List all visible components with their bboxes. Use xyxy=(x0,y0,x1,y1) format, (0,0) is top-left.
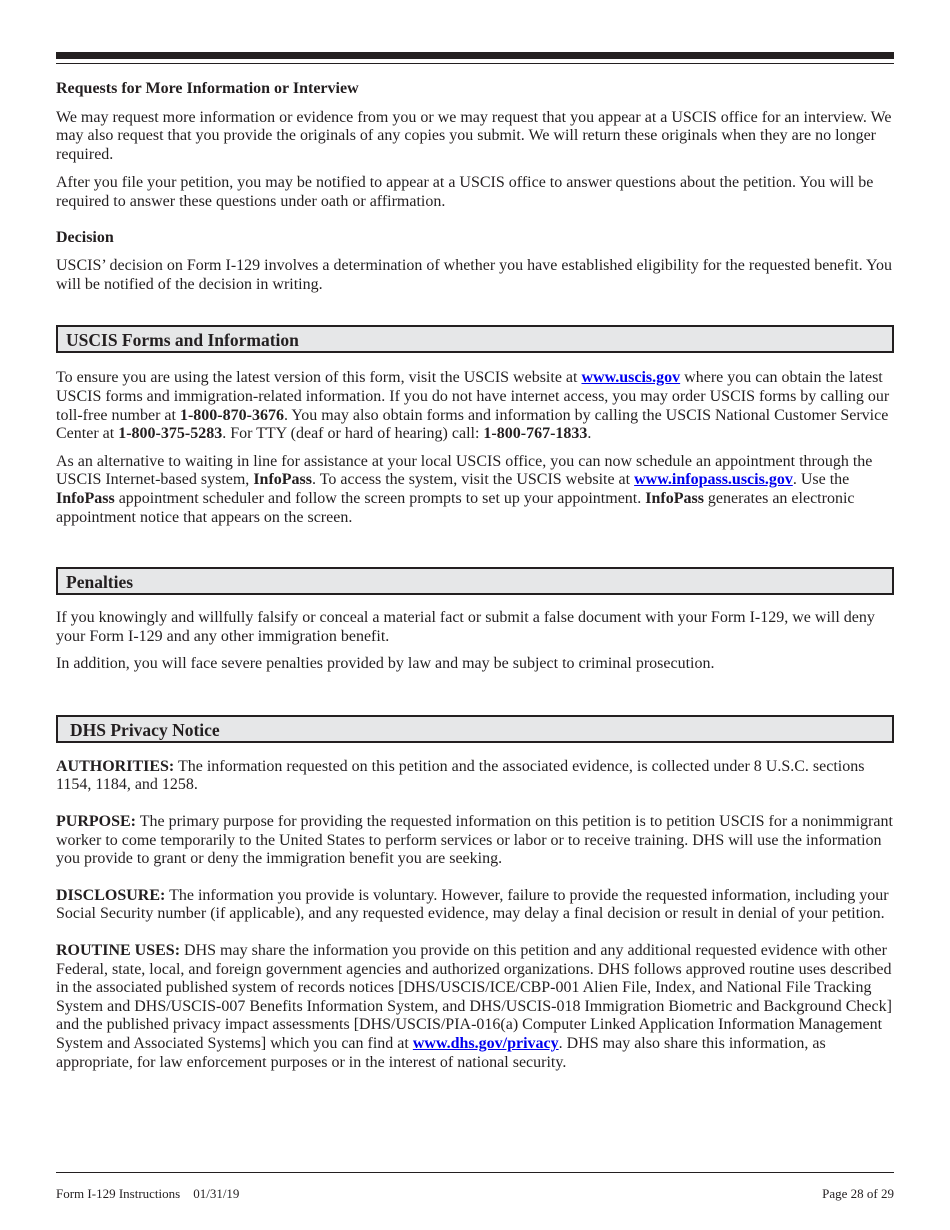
toll-free-number: 1-800-870-3676 xyxy=(179,406,284,424)
privacy-routine-uses: ROUTINE USES: DHS may share the information you provide on this petition and any additional requested evidence with other Federal, state, local, and foreign government agencies and authorized organizations. DHS follows approved routine uses described in the associated published system of records notices [DHS/USCIS/ICE/CBP-001 Alien File, Index, and National File Tracking System and DHS/USCIS-007 Benefits Information System, and DHS/USCIS-018 Immigration Biometric and Background Check] and the published privacy impact assessments [DHS/USCIS/PIA-016(a) Computer Linked Application Information Management System and Associated Systems] which you can find at www.dhs.gov/privacy. DHS may also share this information, as appropriate, for law enforcement purposes or in the interest of national security. xyxy=(56,942,892,1071)
penalties-section-title: Penalties xyxy=(66,572,134,593)
dhs-privacy-link[interactable]: www.dhs.gov/privacy xyxy=(412,1035,559,1052)
tty-number: 1-800-767-1833 xyxy=(483,425,588,443)
penalties-paragraph-2: In addition, you will face severe penalties provided by law and may be subject to criminal prosecution. xyxy=(56,655,715,673)
forms-paragraph-2: As an alternative to waiting in line for assistance at your local USCIS office, you can now schedule an appointment through the USCIS Internet-based system, InfoPass. To access the system, visit the USCIS website at www.infopass.uscis.gov. Use the InfoPass appointment scheduler and follow the screen prompts to set up your appointment. InfoPass generates an electronic appointment notice that appears on the screen. xyxy=(56,452,873,526)
footer-form-id: Form I-129 Instructions 01/31/19 xyxy=(56,1186,240,1201)
header-rule-thin xyxy=(56,63,894,64)
content xyxy=(56,80,894,1072)
privacy-authorities: AUTHORITIES: The information requested on this petition and the associated evidence, is collected under 8 U.S.C. sections 1154, 1184, and 1258. xyxy=(56,757,865,794)
header-rule-thick xyxy=(56,52,894,59)
privacy-section-header xyxy=(56,715,894,743)
decision-heading: Decision xyxy=(56,228,114,246)
penalties-section-header xyxy=(56,567,894,595)
forms-paragraph-1: To ensure you are using the latest version of this form, visit the USCIS website at www.uscis.gov where you can obtain the latest USCIS forms and immigration-related information. If you do not have internet access, you may order USCIS forms by calling our toll-free number at 1-800-870-3676. You may also obtain forms and information by calling the USCIS National Customer Service Center at 1-800-375-5283. For TTY (deaf or hard of hearing) call: 1-800-767-1833. xyxy=(56,369,890,443)
footer-rule xyxy=(56,1172,894,1173)
customer-service-number: 1-800-375-5283 xyxy=(118,425,223,443)
requests-paragraph-1: We may request more information or evidence from you or we may request that you appear at a USCIS office for an interview. We may also request that you provide the originals of any copies you submit. We will return these originals when they are no longer required. xyxy=(56,108,892,163)
privacy-section-title: DHS Privacy Notice xyxy=(70,719,220,740)
forms-section-title: USCIS Forms and Information xyxy=(66,330,299,351)
footer-page-number: Page 28 of 29 xyxy=(822,1186,894,1201)
requests-paragraph-2: After you file your petition, you may be notified to appear at a USCIS office to answer questions about the petition. You will be required to answer these questions under oath or affirmation. xyxy=(56,174,874,210)
privacy-purpose: PURPOSE: The primary purpose for providing the requested information on this petition is to petition USCIS for a nonimmigrant worker to come temporarily to the United States to perform services or labor or to receive training. DHS will use the information you provide to grant or deny the immigration benefit you are seeking. xyxy=(56,813,893,868)
infopass-link[interactable]: www.infopass.uscis.gov xyxy=(634,471,793,489)
penalties-paragraph-1: If you knowingly and willfully falsify or conceal a material fact or submit a false document with your Form I-129, we will deny your Form I-129 and any other immigration benefit. xyxy=(56,609,875,645)
uscis-website-link[interactable]: www.uscis.gov xyxy=(581,369,681,387)
forms-section-header xyxy=(56,325,894,353)
requests-heading: Requests for More Information or Interview xyxy=(56,80,359,97)
privacy-disclosure: DISCLOSURE: The information you provide is voluntary. However, failure to provide the requested information, including your Social Security number (if applicable), and any requested evidence, may delay a final decision or result in denial of your petition. xyxy=(56,886,889,923)
decision-paragraph: USCIS’ decision on Form I-129 involves a determination of whether you have established eligibility for the requested benefit. You will be notified of the decision in writing. xyxy=(56,257,892,293)
